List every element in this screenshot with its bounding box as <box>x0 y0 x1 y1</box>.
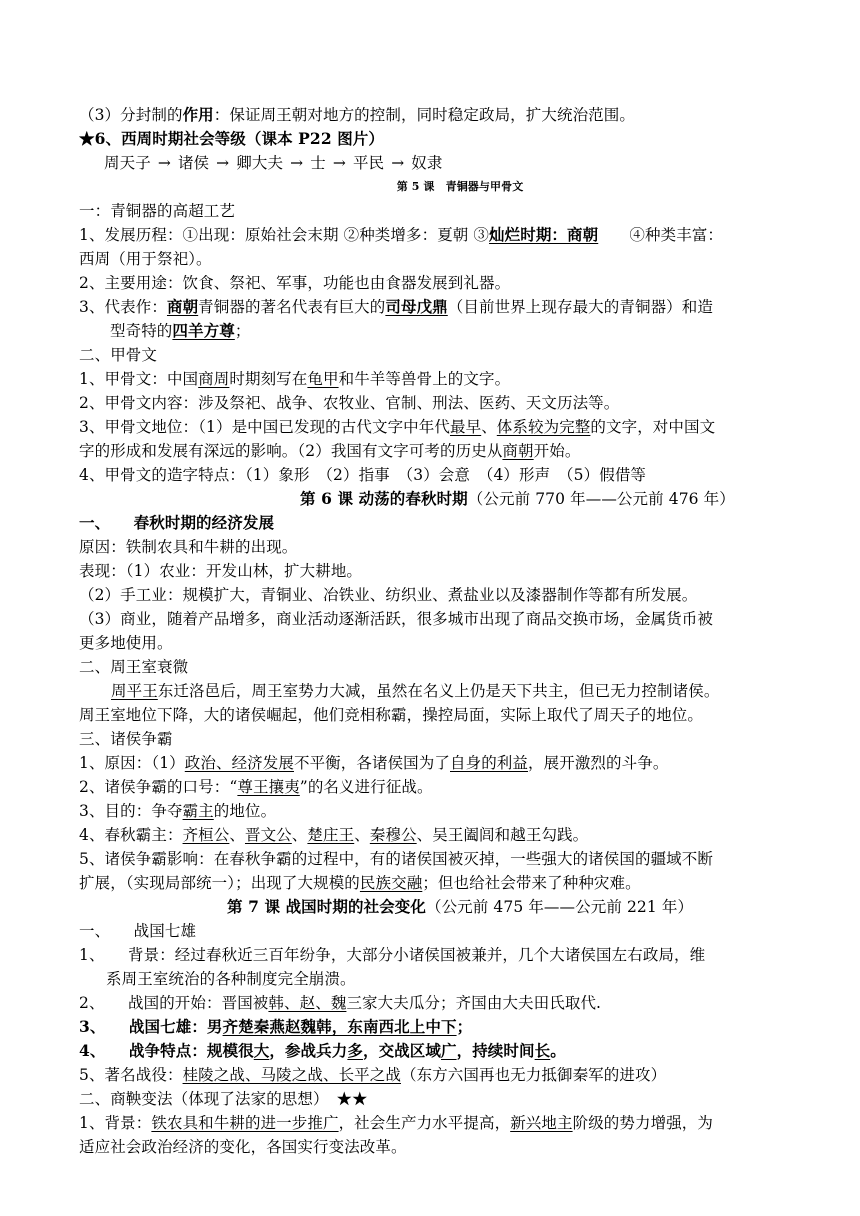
key-term: 广 <box>441 1041 457 1060</box>
text-line <box>79 775 800 799</box>
key-term: 商朝 <box>166 297 199 316</box>
text-line <box>79 727 800 751</box>
text-run: （目前世界上现存最大的青铜器）和造 <box>447 298 713 316</box>
text-run: ； <box>234 322 251 340</box>
key-term: 体系较为完整 <box>496 418 591 436</box>
text-run: 不平衡，各诸侯国为了 <box>293 754 450 772</box>
key-term: 司母戊鼎 <box>385 297 448 316</box>
text-run: ，社会生产力水平提高， <box>338 1114 511 1132</box>
text-line <box>79 655 800 679</box>
key-term: 尊王攘夷 <box>237 778 300 796</box>
text-run: （公元前 770 年——公元前 476 年） <box>467 490 735 508</box>
text-run: ，展开激烈的斗争。 <box>528 754 669 772</box>
text-run: 2、主要用途：饮食、祭祀、军事，功能也由食器发展到礼器。 <box>79 274 511 292</box>
text-line <box>79 415 800 439</box>
text-run: 。 <box>550 1041 566 1060</box>
text-line <box>79 1063 800 1087</box>
text-line <box>79 991 800 1015</box>
text-run: 表现：（1）农业：开发山林，扩大耕地。 <box>79 562 363 580</box>
section-heading <box>79 919 800 943</box>
text-line <box>79 367 800 391</box>
text-line <box>79 631 800 655</box>
text-line <box>79 247 800 271</box>
text-line <box>79 871 800 895</box>
key-term: 民族交融 <box>359 874 423 892</box>
text-line <box>79 799 800 823</box>
text-run: 3、目的：争夺 <box>79 802 183 820</box>
text-run: ，交战区域 <box>362 1041 441 1060</box>
text-run: 3、甲骨文地位：（1）是中国已发现的古代文字中年代 <box>79 418 450 436</box>
key-term: 桂陵之战、马陵之战、长平之战 <box>182 1066 401 1084</box>
text-run: 3、 战国七雄：男 <box>79 1017 223 1036</box>
text-run: 二、甲骨文 <box>79 346 158 364</box>
text-run: ，持续时间 <box>456 1041 535 1060</box>
key-term: 商周 <box>198 370 230 388</box>
text-line <box>79 703 800 727</box>
section-heading <box>79 511 800 535</box>
text-run: （3）商业，随着产品增多，商业活动逐渐活跃，很多城市出现了商品交换市场，金属货币被 <box>79 610 713 628</box>
text-run: 扩展，（实现局部统一）；出现了大规模的 <box>79 874 360 892</box>
text-run: 的地位。 <box>213 802 277 820</box>
text-run: 阶级的势力增强，为 <box>572 1114 713 1132</box>
text-line <box>79 271 800 295</box>
key-term: 龟甲 <box>307 370 339 388</box>
text-run: 适应社会政治经济的变化，各国实行变法改革。 <box>79 1138 407 1156</box>
text-run: 、 <box>354 826 370 844</box>
text-run: 周王室地位下降，大的诸侯崛起，他们竞相称霸，操控局面，实际上取代了周天子的地位。 <box>79 706 704 724</box>
text-line <box>79 535 800 559</box>
text-line <box>79 295 800 319</box>
text-run: 2、甲骨文内容：涉及祭祀、战争、农牧业、官制、刑法、医药、天文历法等。 <box>79 394 620 412</box>
lesson-title <box>0 175 860 199</box>
text-line <box>79 463 800 487</box>
key-term: 政治、经济发展 <box>184 754 294 772</box>
text-run: 二、周王室衰微 <box>79 658 189 676</box>
text-line <box>79 1111 800 1135</box>
key-term: 灿烂时期：商朝 <box>489 225 599 244</box>
text-run: 系周王室统治的各种制度完全崩溃。 <box>106 970 356 988</box>
text-run: 4、 战争特点：规模很 <box>79 1041 254 1060</box>
key-term: 齐楚秦燕赵魏韩，东南西北上中下 <box>222 1017 457 1036</box>
text-run: （3）分封制的 <box>79 106 183 124</box>
text-line <box>106 967 800 991</box>
text-line <box>79 607 800 631</box>
text-run: 3、代表作： <box>79 298 167 316</box>
text-run: 一、 战国七雄 <box>79 922 197 940</box>
text-run: ④种类丰富： <box>598 226 724 244</box>
text-line <box>79 343 800 367</box>
text-line <box>79 583 800 607</box>
text-line <box>79 391 800 415</box>
key-term: 商朝 <box>502 442 534 460</box>
text-line <box>79 223 800 247</box>
key-term: 最早 <box>449 418 482 436</box>
text-run: 1、甲骨文：中国 <box>79 370 199 388</box>
text-run: 2、 战国的开始：晋国被 <box>79 994 269 1012</box>
text-run: ：保证周王朝对地方的控制，同时稳定政局，扩大统治范围。 <box>213 106 635 124</box>
text-run: 1、背景： <box>79 1114 152 1132</box>
key-term: 新兴地主 <box>510 1114 573 1132</box>
lesson-title <box>300 487 800 511</box>
key-term: 韩、赵、魏 <box>268 994 347 1012</box>
key-term: 秦穆公 <box>369 826 417 844</box>
text-run: （2）手工业：规模扩大，青铜业、冶铁业、纺织业、煮盐业以及漆器制作等都有所发展。 <box>79 586 698 604</box>
text-line <box>79 559 800 583</box>
text-run: ★6、西周时期社会等级（课本 P22 图片） <box>79 129 385 148</box>
text-run: 5、诸侯争霸影响：在春秋争霸的过程中，有的诸侯国被灭掉，一些强大的诸侯国的疆域不断 <box>79 850 713 868</box>
text-run: 青铜器的著名代表有巨大的 <box>198 298 386 316</box>
text-run: 1、发展历程：①出现：原始社会末期 ②种类增多：夏朝 ③ <box>79 226 490 244</box>
text-run: 二、商鞅变法（体现了法家的思想） ★★ <box>79 1090 368 1108</box>
text-run: 型奇特的 <box>110 322 173 340</box>
text-run: 更多地使用。 <box>79 634 173 652</box>
text-line <box>79 1135 800 1159</box>
key-term: 铁农具和牛耕的进一步推广 <box>151 1114 339 1132</box>
text-line <box>79 943 800 967</box>
section-heading <box>79 127 800 151</box>
text-line <box>79 751 800 775</box>
text-run: 一：青铜器的高超工艺 <box>79 202 236 220</box>
text-line <box>79 439 800 463</box>
text-line <box>79 1087 800 1111</box>
key-term: 霸主 <box>182 802 214 820</box>
text-run: 原因：铁制农具和牛耕的出现。 <box>79 538 298 556</box>
text-run: ； <box>456 1017 473 1036</box>
text-run: 2、诸侯争霸的口号：“ <box>79 778 238 796</box>
text-run: 三、诸侯争霸 <box>79 730 173 748</box>
text-run: ”的名义进行征战。 <box>299 778 433 796</box>
key-term: 楚庄王 <box>307 826 355 844</box>
text-run: 周天子 → 诸侯 → 卿大夫 → 士 → 平民 → 奴隶 <box>104 154 443 172</box>
text-line <box>79 1039 800 1063</box>
text-run: 5、著名战役： <box>79 1066 183 1084</box>
text-run: ；但也给社会带来了种种灾难。 <box>422 874 641 892</box>
text-run: ，参战兵力 <box>269 1041 348 1060</box>
key-term: 多 <box>347 1041 363 1060</box>
key-term: 长 <box>534 1041 551 1060</box>
text-run: 字的形成和发展有深远的影响。（2）我国有文字可考的历史从 <box>79 442 503 460</box>
text-run: 4、甲骨文的造字特点：（1）象形 （2）指事 （3）会意 （4）形声 （5）假借等 <box>79 466 647 484</box>
text-line <box>79 823 800 847</box>
hierarchy-line <box>104 151 800 175</box>
text-run: 第 7 课 战国时期的社会变化 <box>227 897 426 916</box>
text-run: 1、原因：（1） <box>79 754 185 772</box>
lesson-title <box>227 895 800 919</box>
text-run: 开始。 <box>533 442 581 460</box>
key-term: 大 <box>253 1041 270 1060</box>
text-line <box>79 1015 800 1039</box>
text-run: 、吴王阖闾和越王勾践。 <box>416 826 589 844</box>
text-run: 、 <box>291 826 308 844</box>
key-term: 齐桓公 <box>182 826 230 844</box>
text-run: 、 <box>481 418 497 436</box>
text-run: 三家大夫瓜分；齐国由大夫田氏取代. <box>346 994 602 1012</box>
text-run: 时期刻写在 <box>229 370 308 388</box>
text-run: 4、春秋霸主： <box>79 826 183 844</box>
text-line <box>79 199 800 223</box>
text-line <box>79 103 800 127</box>
key-term: 晋文公 <box>244 826 292 844</box>
text-run: 西周（用于祭祀）。 <box>79 250 212 268</box>
text-line <box>79 847 800 871</box>
key-term: 周平王 <box>111 682 158 700</box>
key-term: 四羊方尊 <box>172 321 235 340</box>
text-run: 第 6 课 动荡的春秋时期 <box>300 489 468 508</box>
text-run: 、 <box>229 826 245 844</box>
bold-term: 作用 <box>182 105 214 124</box>
text-run: 东迁洛邑后，周王室势力大减，虽然在名义上仍是天下共主，但已无力控制诸侯。 <box>157 682 720 700</box>
text-run: 一、 春秋时期的经济发展 <box>79 513 275 532</box>
text-run: 的文字，对中国文 <box>590 418 716 436</box>
text-line <box>111 679 800 703</box>
text-run: 和牛羊等兽骨上的文字。 <box>338 370 511 388</box>
key-term: 自身的利益 <box>450 754 529 772</box>
text-line <box>110 319 800 343</box>
text-run: 第 5 课 青铜器与甲骨文 <box>396 180 524 193</box>
text-run: 1、 背景：经过春秋近三百年纷争，大部分小诸侯国被兼并，几个大诸侯国左右政局，维 <box>79 946 706 964</box>
text-run: （东方六国再也无力抵御秦军的进攻） <box>400 1066 667 1084</box>
text-run: （公元前 475 年——公元前 221 年） <box>425 898 694 916</box>
